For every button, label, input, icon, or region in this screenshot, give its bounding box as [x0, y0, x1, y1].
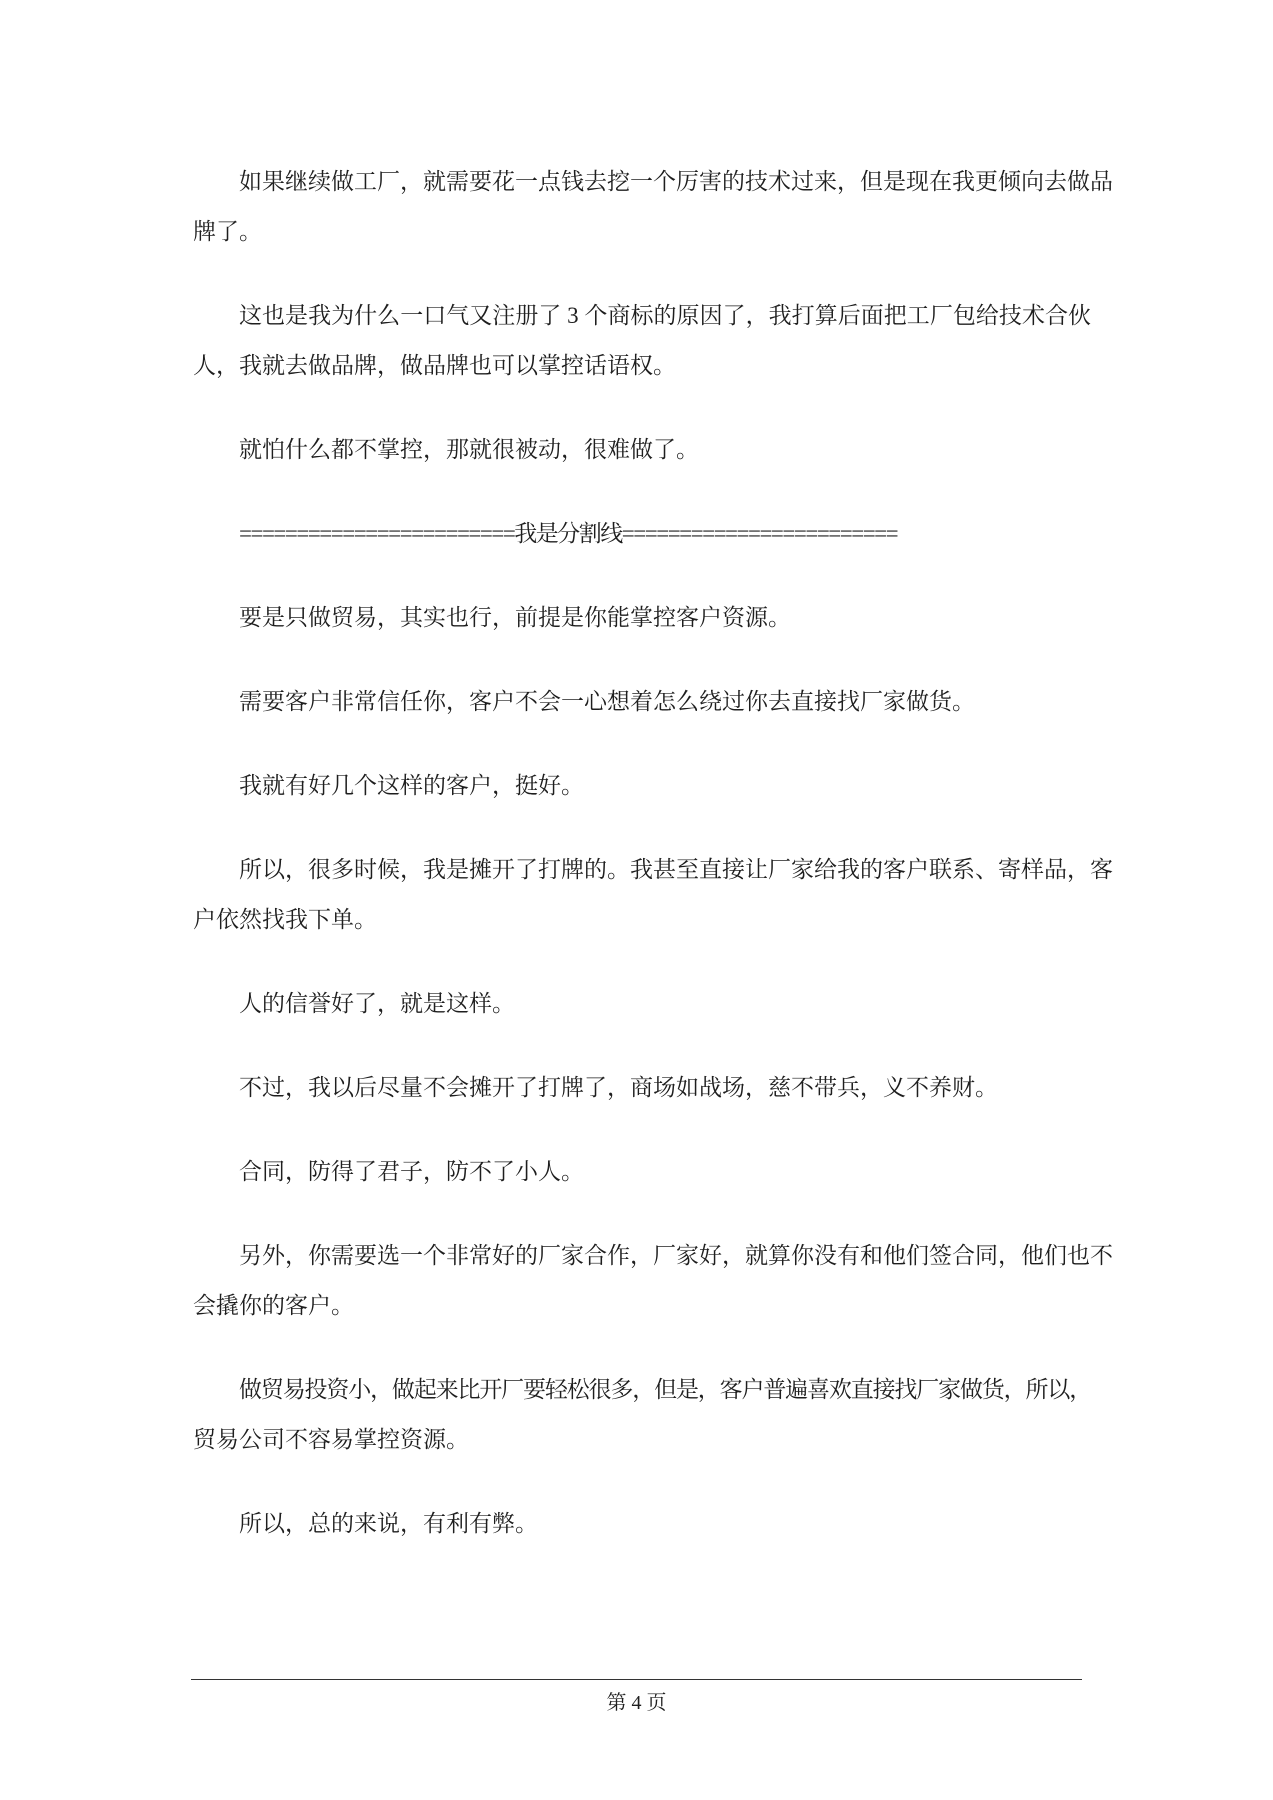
paragraph-line: 户依然找我下单。: [193, 907, 377, 932]
paragraph-line: 做贸易投资小，做起来比开厂要轻松很多，但是，客户普遍喜欢直接找厂家做货，所以，: [239, 1377, 1091, 1402]
paragraph-line: 牌了。: [193, 219, 262, 244]
document-body: [193, 157, 1113, 1583]
paragraph: [193, 1063, 1091, 1113]
page-number: 第 4 页: [606, 1692, 667, 1714]
paragraph-line: 如果继续做工厂，就需要花一点钱去挖一个厉害的技术过来，但是现在我更倾向去做品: [239, 169, 1113, 194]
paragraph-line: 所以，很多时候，我是摊开了打牌的。我甚至直接让厂家给我的客户联系、寄样品，客: [239, 857, 1113, 882]
paragraph: [193, 291, 1091, 391]
paragraph: [193, 157, 1113, 257]
paragraph-line: 所以，总的来说，有利有弊。: [239, 1511, 538, 1536]
paragraph-line: 会撬你的客户。: [193, 1293, 354, 1318]
paragraph-line: 另外，你需要选一个非常好的厂家合作，厂家好，就算你没有和他们签合同，他们也不: [239, 1243, 1113, 1268]
paragraph: [193, 1231, 1113, 1331]
paragraph-line: 需要客户非常信任你，客户不会一心想着怎么绕过你去直接找厂家做货。: [239, 689, 975, 714]
paragraph-line: 人的信誉好了，就是这样。: [239, 991, 515, 1016]
paragraph-line: 合同，防得了君子，防不了小人。: [239, 1159, 584, 1184]
paragraph: [193, 593, 1091, 643]
paragraph: [193, 425, 1091, 475]
paragraph-line: 贸易公司不容易掌控资源。: [193, 1427, 469, 1452]
paragraph-line: 这也是我为什么一口气又注册了 3 个商标的原因了，我打算后面把工厂包给技术合伙: [239, 303, 1091, 328]
paragraph: [193, 761, 1091, 811]
section-divider: [193, 509, 1091, 559]
paragraph-line: 我就有好几个这样的客户，挺好。: [239, 773, 584, 798]
section-divider-text: ========================我是分割线========================: [239, 521, 898, 546]
paragraph: [193, 1147, 1091, 1197]
paragraph: [193, 677, 1091, 727]
paragraph: [193, 1365, 1091, 1465]
paragraph: [193, 979, 1091, 1029]
paragraph-line: 人，我就去做品牌，做品牌也可以掌控话语权。: [193, 353, 676, 378]
paragraph-line: 不过，我以后尽量不会摊开了打牌了，商场如战场，慈不带兵，义不养财。: [239, 1075, 998, 1100]
paragraph: [193, 1499, 1091, 1549]
paragraph-line: 要是只做贸易，其实也行，前提是你能掌控客户资源。: [239, 605, 791, 630]
footer-rule: [191, 1679, 1082, 1680]
paragraph: [193, 845, 1113, 945]
paragraph-line: 就怕什么都不掌控，那就很被动，很难做了。: [239, 437, 699, 462]
